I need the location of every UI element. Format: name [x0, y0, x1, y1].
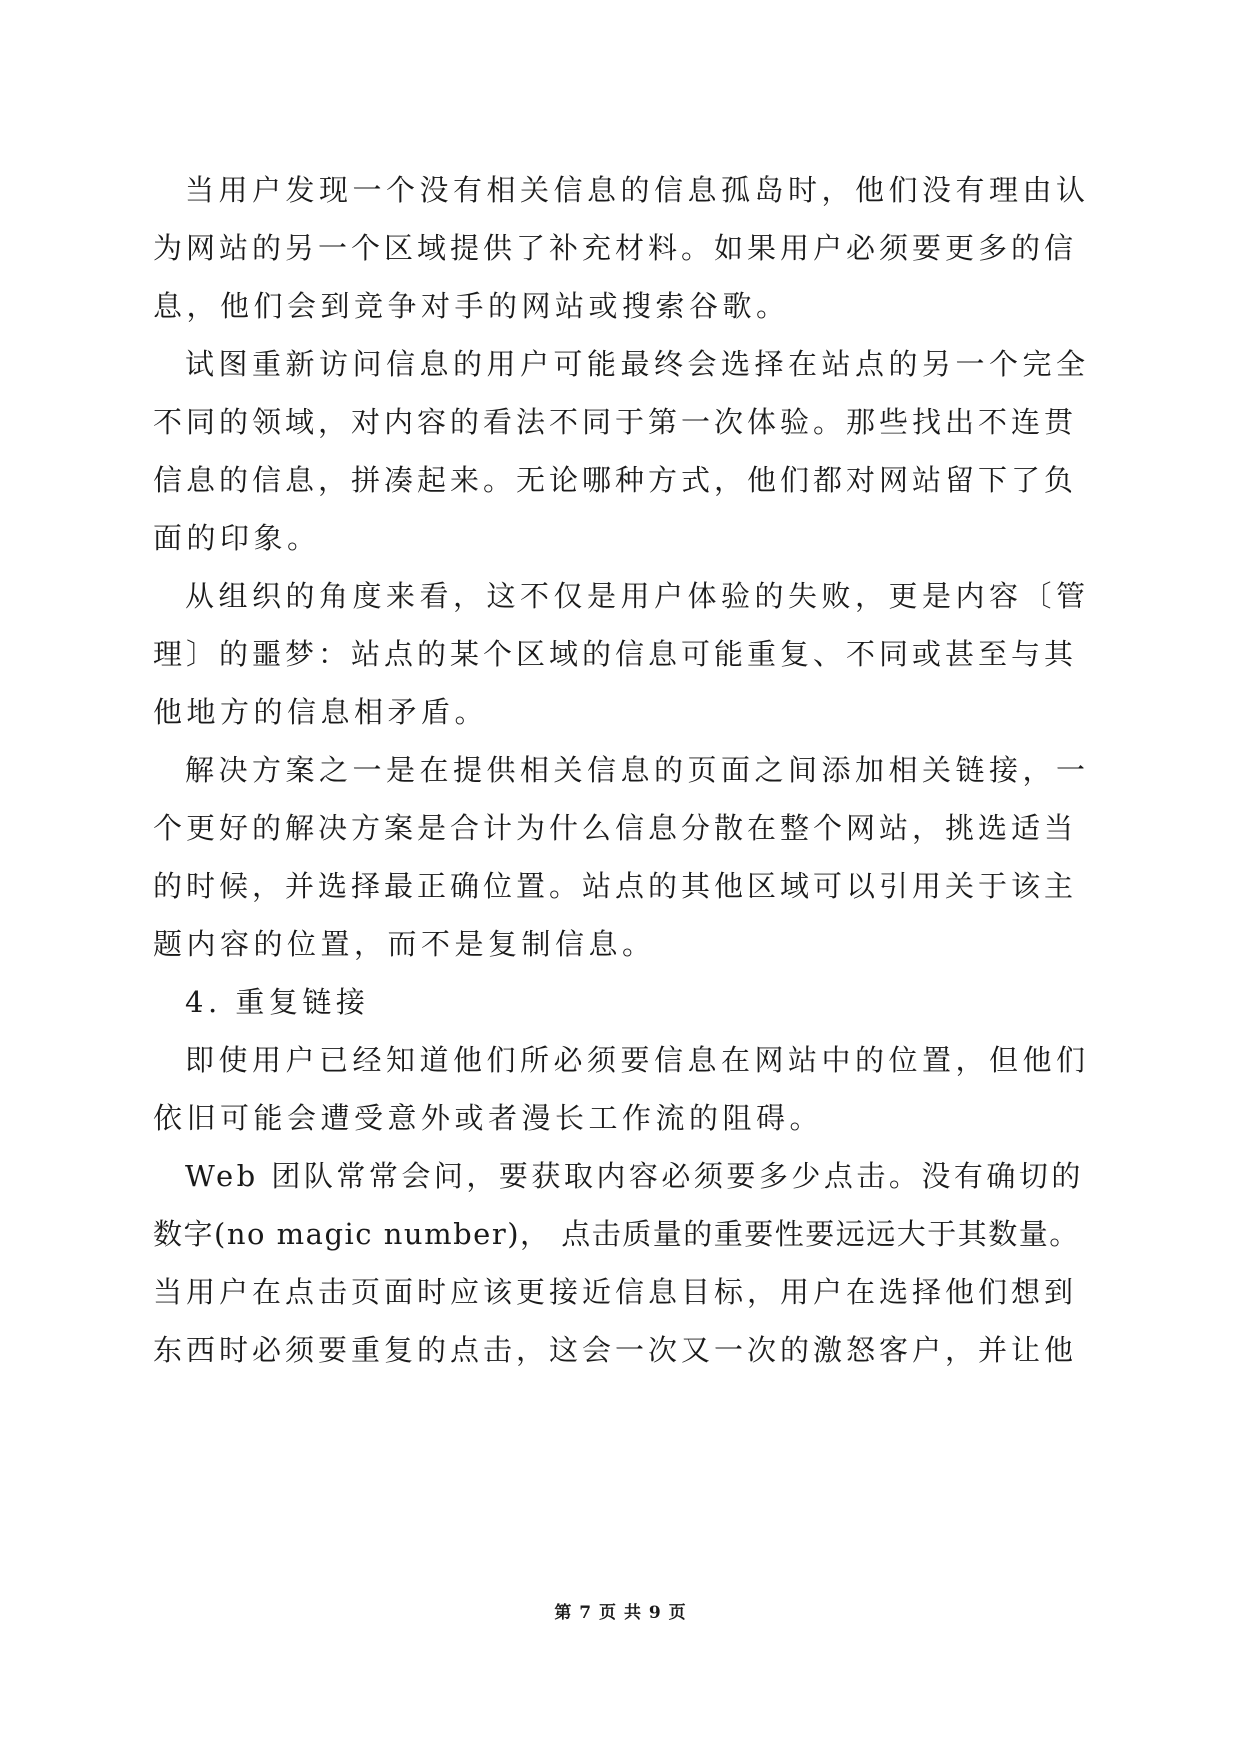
text-line: 试图重新访问信息的用户可能最终会选择在站点的另一个完全 [185, 347, 1090, 381]
text-line: 他地方的信息相矛盾。 [153, 695, 489, 729]
text-line: 不同的领域，对内容的看法不同于第一次体验。那些找出不连贯 [153, 405, 1078, 439]
text-line: 息，他们会到竞争对手的网站或搜索谷歌。 [153, 289, 790, 323]
text-line: 东西时必须要重复的点击，这会一次又一次的激怒客户，并让他 [153, 1333, 1078, 1367]
text-line: 即使用户已经知道他们所必须要信息在网站中的位置，但他们 [185, 1043, 1090, 1077]
text-line: Web 团队常常会问，要获取内容必须要多少点击。没有确切的 [185, 1159, 1084, 1193]
text-line: 依旧可能会遭受意外或者漫长工作流的阻碍。 [153, 1101, 824, 1135]
text-line: 题内容的位置，而不是复制信息。 [153, 927, 656, 961]
section-heading: 4. 重复链接 [185, 985, 370, 1019]
text-line: 数字(no magic number)， 点击质量的重要性要远远大于其数量。 [153, 1217, 1080, 1251]
text-line: 当用户发现一个没有相关信息的信息孤岛时，他们没有理由认 [185, 173, 1090, 207]
page-footer: 第 7 页 共 9 页 [554, 1603, 687, 1623]
text-line: 个更好的解决方案是合计为什么信息分散在整个网站，挑选适当 [153, 811, 1078, 845]
text-line: 从组织的角度来看，这不仅是用户体验的失败，更是内容〔管 [185, 579, 1090, 613]
text-line: 为网站的另一个区域提供了补充材料。如果用户必须要更多的信 [153, 231, 1078, 265]
text-line: 信息的信息，拼凑起来。无论哪种方式，他们都对网站留下了负 [153, 463, 1078, 497]
text-line: 当用户在点击页面时应该更接近信息目标，用户在选择他们想到 [153, 1275, 1078, 1309]
text-line: 面的印象。 [153, 521, 321, 555]
text-line: 理〕的噩梦：站点的某个区域的信息可能重复、不同或甚至与其 [153, 637, 1078, 671]
text-line: 的时候，并选择最正确位置。站点的其他区域可以引用关于该主 [153, 869, 1078, 903]
text-line: 解决方案之一是在提供相关信息的页面之间添加相关链接，一 [185, 753, 1090, 787]
